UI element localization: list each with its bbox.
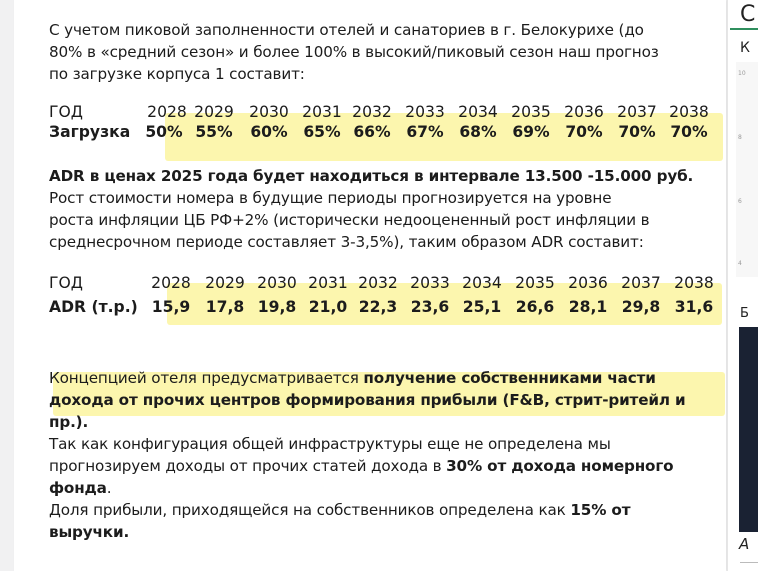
concept-line-7-normal: Доля прибыли, приходящейся на собственников определена как [49,501,571,519]
year-cell: 2038 [669,103,709,121]
occupancy-label: Загрузка [49,123,131,141]
year-cell: 2029 [194,103,234,121]
adr-cell: 29,8 [621,298,661,316]
adr-cell: 17,8 [205,298,245,316]
intro-line-2: 80% в «средний сезон» и более 100% в высокий/пиковый сезон наш прогноз [49,43,659,61]
concept-line-2: дохода от прочих центров формирования прибыли (F&B, стрит-ритейл и [49,391,686,409]
intro-line-1: С учетом пиковой заполненности отелей и санаториев в г. Белокурихе (до [49,21,644,39]
year-cell: 2028 [147,103,187,121]
occupancy-cell: 67% [406,123,444,141]
occupancy-cell: 70% [618,123,656,141]
panel-subtitle-fragment: К [740,40,750,56]
concept-line-6-normal: . [106,479,112,497]
dark-media-block[interactable] [739,327,758,532]
intro-line-3: по загрузке корпуса 1 составит: [49,65,305,83]
document-page [14,0,726,571]
adr-line-1: Рост стоимости номера в будущие периоды прогнозируется на уровне [49,189,612,207]
panel-title-fragment: С [740,2,756,27]
year-cell: 2028 [151,274,191,292]
year-cell: 2030 [249,103,289,121]
year-cell: 2030 [257,274,297,292]
adr-cell: 26,6 [515,298,555,316]
year-cell: 2029 [205,274,245,292]
adr-cell: 28,1 [568,298,608,316]
adr-line-3: среднесрочном периоде составляет 3-3,5%), таким образом ADR составит: [49,233,644,251]
concept-line-4: Так как конфигурация общей инфраструктуры еще не определена мы [49,435,611,453]
chart-tick: 4 [738,260,742,267]
year-cell: 2038 [674,274,714,292]
adr-line-2: роста инфляции ЦБ РФ+2% (исторически недооцененный рост инфляции в [49,211,650,229]
adr-cell: 31,6 [674,298,714,316]
year-cell: 2034 [458,103,498,121]
concept-line-3: пр.). [49,413,89,431]
occupancy-cell: 70% [565,123,603,141]
concept-line-6-bold: фонда [49,479,107,497]
concept-line-5-bold: 30% от дохода номерного [446,457,674,475]
occupancy-cell: 70% [670,123,708,141]
concept-line-5-normal: прогнозируем доходы от прочих статей дохода в [49,457,447,475]
chart-tick: 6 [738,198,742,205]
concept-line-5 [49,456,673,478]
adr-cell: 15,9 [151,298,191,316]
occupancy-year-row [49,103,719,125]
adr-cell: 21,0 [308,298,348,316]
adr-cell: 19,8 [257,298,297,316]
occupancy-cell: 55% [195,123,233,141]
year-cell: 2034 [462,274,502,292]
occupancy-value-row [49,123,719,145]
concept-line-6 [49,478,111,500]
panel-caption-fragment: А [739,535,750,553]
active-tab-underline [730,28,758,30]
concept-line-1 [49,368,656,390]
panel-section-fragment: Б [740,306,749,321]
panel-divider [740,562,758,563]
occupancy-cell: 65% [303,123,341,141]
year-label: ГОД [49,103,83,121]
year-cell: 2031 [308,274,348,292]
adr-heading: ADR в ценах 2025 года будет находиться в интервале 13.500 -15.000 руб. [49,167,694,185]
year-cell: 2037 [621,274,661,292]
adr-cell: 22,3 [358,298,398,316]
adr-year-row [49,274,719,296]
year-cell: 2033 [410,274,450,292]
concept-line-1-bold: получение собственниками части [363,369,656,387]
occupancy-cell: 50% [145,123,183,141]
year-cell: 2032 [358,274,398,292]
concept-line-7-bold: 15% от [570,501,631,519]
year-cell: 2035 [511,103,551,121]
concept-line-8: выручки. [49,523,130,541]
adr-value-row [49,298,719,320]
adr-label: ADR (т.р.) [49,298,138,316]
year-cell: 2035 [515,274,555,292]
occupancy-cell: 60% [250,123,288,141]
occupancy-cell: 66% [353,123,391,141]
occupancy-cell: 69% [512,123,550,141]
adr-cell: 25,1 [462,298,502,316]
concept-line-1-normal: Концепцией отеля предусматривается [49,369,364,387]
year-cell: 2037 [617,103,657,121]
chart-tick: 10 [738,70,746,77]
year-cell: 2033 [405,103,445,121]
year-cell: 2036 [564,103,604,121]
year-cell: 2036 [568,274,608,292]
chart-tick: 8 [738,134,742,141]
year-cell: 2032 [352,103,392,121]
year-cell: 2031 [302,103,342,121]
year-label: ГОД [49,274,83,292]
mini-chart [736,62,758,277]
right-side-panel[interactable] [727,0,758,571]
adr-cell: 23,6 [410,298,450,316]
concept-line-7 [49,500,630,522]
occupancy-cell: 68% [459,123,497,141]
